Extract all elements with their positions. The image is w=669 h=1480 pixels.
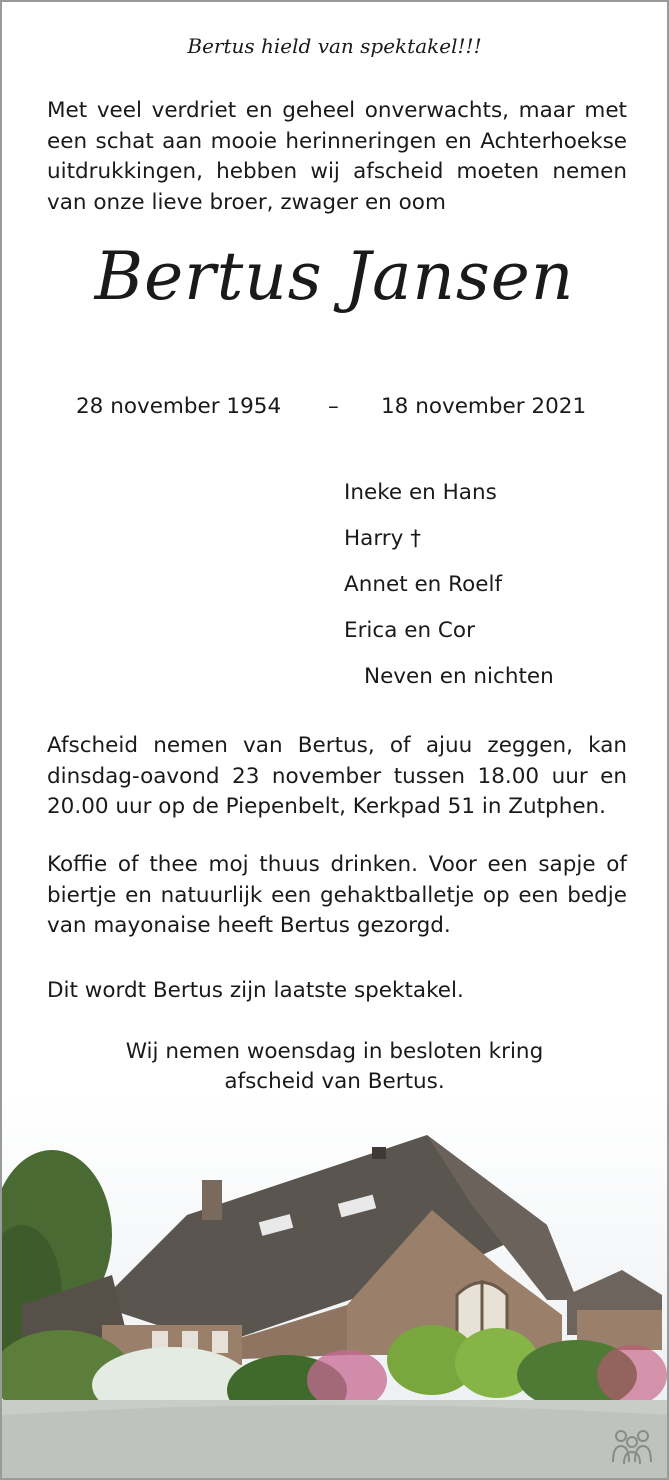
relative-item: Neven en nichten (364, 664, 554, 689)
relative-item: Harry † (344, 526, 421, 551)
closing-line-2: afscheid van Bertus. (224, 1069, 445, 1094)
closing-line-1: Wij nemen woensdag in besloten kring (125, 1039, 544, 1064)
date-dash: – (328, 394, 339, 419)
relative-item: Erica en Cor (344, 618, 475, 643)
motto: Bertus hield van spektakel!!! (187, 34, 482, 58)
refreshments-paragraph: Koffie of thee moj thuus drinken. Voor een sapje of biertje en natuurlijk een gehaktballetje op een bedje van mayonaise heeft Bertus gezorgd. (47, 852, 627, 938)
visitation-paragraph: Afscheid nemen van Bertus, of ajuu zeggen, kan dinsdag-oavond 23 november tussen 18.00 uur en 20.00 uur op de Piepenbelt, Kerkpad 51 in Zutphen. (47, 733, 627, 819)
relative-item: Ineke en Hans (344, 480, 497, 505)
relative-item: Annet en Roelf (344, 572, 503, 597)
relatives-list (344, 470, 554, 700)
deceased-name: Bertus Jansen (94, 238, 575, 315)
death-date: 18 november 2021 (381, 394, 587, 419)
farmhouse-photo (2, 1095, 667, 1478)
people-group-icon (609, 1428, 655, 1470)
birth-date: 28 november 1954 (76, 394, 282, 419)
intro-paragraph: Met veel verdriet en geheel onverwachts, maar met een schat aan mooie herinneringen en Achterhoekse uitdrukkingen, hebben wij afscheid moeten nemen van onze lieve broer, zwager en oom (47, 98, 627, 215)
last-line: Dit wordt Bertus zijn laatste spektakel. (47, 978, 464, 1003)
